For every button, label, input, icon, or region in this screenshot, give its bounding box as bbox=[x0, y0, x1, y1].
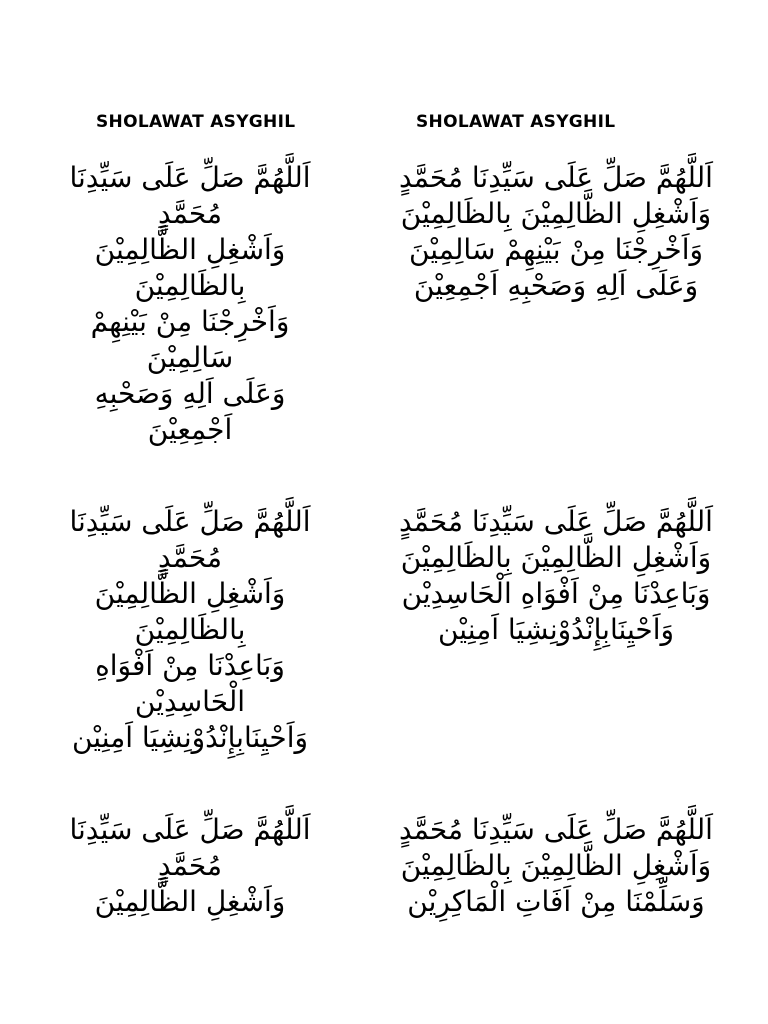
verse-line: اَللَّهُمَّ صَلِّ عَلَى سَيِّدِنَا bbox=[69, 813, 311, 846]
verse-line: وَعَلَى اَلِهِ وَصَحْبِهِ bbox=[94, 377, 286, 410]
verse-line: وَاَخْرِجْنَا مِنْ بَيْنِهِمْ سَالِمِيْنَ bbox=[408, 233, 704, 266]
verse-line: وَبَاعِدْنَا مِنْ اَفْوَاهِ الْحَاسِدِيْن bbox=[401, 577, 711, 610]
left-block-3 bbox=[30, 812, 350, 920]
verse-line: بِالظَالِمِيْنَ bbox=[134, 613, 246, 646]
verse-line: اَللَّهُمَّ صَلِّ عَلَى سَيِّدِنَا مُحَمَّدٍ bbox=[399, 161, 713, 194]
right-block-1 bbox=[358, 160, 754, 304]
verse-line: وَاَشْغِلِ الظَّالِمِيْنَ بِالظَالِمِيْنَ bbox=[400, 541, 712, 574]
verse-line: اَجْمِعِيْنَ bbox=[147, 413, 233, 446]
verse-line: اَللَّهُمَّ صَلِّ عَلَى سَيِّدِنَا bbox=[69, 161, 311, 194]
verse-line: الْحَاسِدِيْن bbox=[134, 685, 246, 718]
left-block-1 bbox=[30, 160, 350, 448]
verse-line: مُحَمَّدٍ bbox=[158, 197, 222, 230]
left-title: SHOLAWAT ASYGHIL bbox=[96, 112, 296, 132]
verse-line: وَاَشْغِلِ الظَّالِمِيْنَ بِالظَالِمِيْنَ bbox=[400, 197, 712, 230]
verse-line: اَللَّهُمَّ صَلِّ عَلَى سَيِّدِنَا مُحَمَّدٍ bbox=[399, 813, 713, 846]
verse-line: اَللَّهُمَّ صَلِّ عَلَى سَيِّدِنَا مُحَمَّدٍ bbox=[399, 505, 713, 538]
left-block-2 bbox=[30, 504, 350, 756]
verse-line: وَاَشْغِلِ الظَّالِمِيْنَ بِالظَالِمِيْنَ bbox=[400, 849, 712, 882]
verse-line: وَاَشْغِلِ الظَّالِمِيْنَ bbox=[94, 233, 286, 266]
verse-line: وَسَلِّمْنَا مِنْ اَفَاتِ الْمَاكِرِيْن bbox=[407, 885, 705, 918]
verse-line: وَعَلَى اَلِهِ وَصَحْبِهِ اَجْمِعِيْنَ bbox=[413, 269, 699, 302]
verse-line: اَللَّهُمَّ صَلِّ عَلَى سَيِّدِنَا bbox=[69, 505, 311, 538]
verse-line: وَاَشْغِلِ الظَّالِمِيْنَ bbox=[94, 885, 286, 918]
verse-line: بِالظَالِمِيْنَ bbox=[134, 269, 246, 302]
right-block-3 bbox=[358, 812, 754, 920]
right-title: SHOLAWAT ASYGHIL bbox=[416, 112, 616, 132]
right-block-2 bbox=[358, 504, 754, 648]
verse-line: وَاَحْيِنَابِإِنْدُوْنِشِيَا اَمِنِيْن bbox=[437, 613, 675, 646]
verse-line: مُحَمَّدٍ bbox=[158, 541, 222, 574]
verse-line: سَالِمِيْنَ bbox=[146, 341, 234, 374]
verse-line: وَاَشْغِلِ الظَّالِمِيْنَ bbox=[94, 577, 286, 610]
verse-line: مُحَمَّدٍ bbox=[158, 849, 222, 882]
verse-line: وَبَاعِدْنَا مِنْ اَفْوَاهِ bbox=[95, 649, 285, 682]
verse-line: وَاَخْرِجْنَا مِنْ بَيْنِهِمْ bbox=[90, 305, 290, 338]
verse-line: وَاَحْيِنَابِإِنْدُوْنِشِيَا اَمِنِيْن bbox=[71, 721, 309, 754]
